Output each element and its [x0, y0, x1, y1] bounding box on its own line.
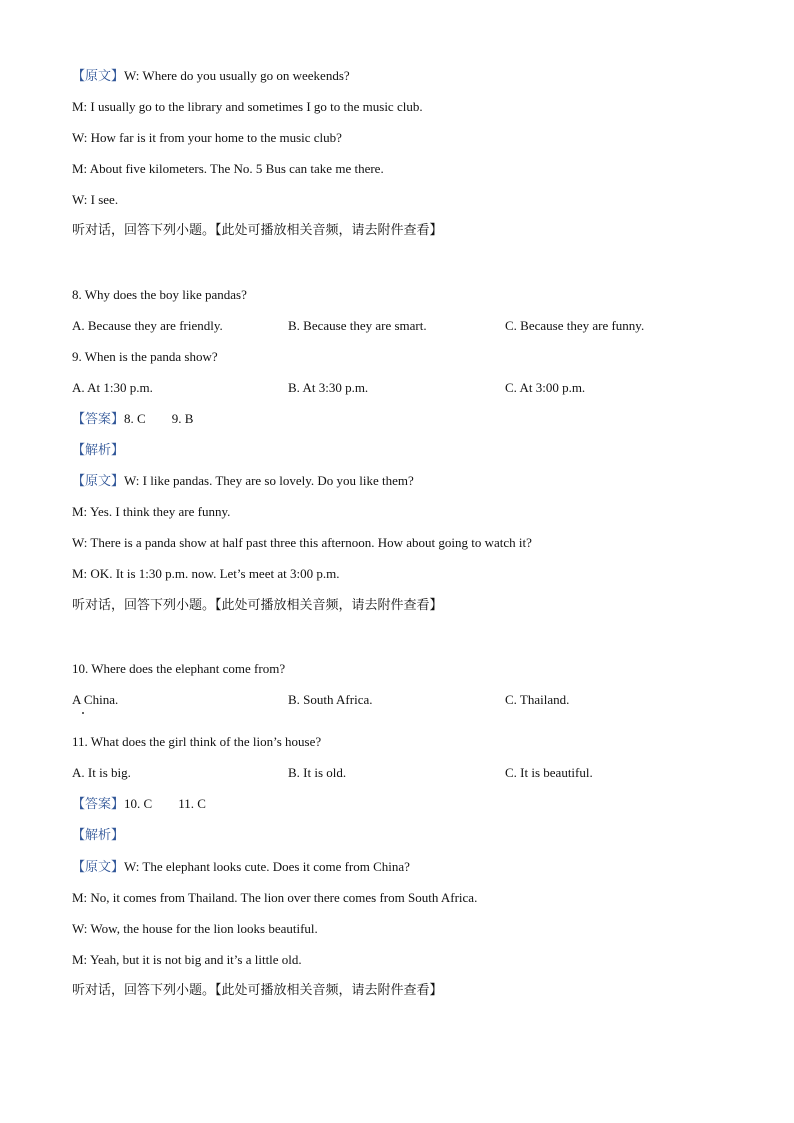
q10-option-b: B. South Africa.: [288, 692, 373, 707]
answer-line: [72, 795, 206, 814]
dialogue-text: W: Where do you usually go on weekends?: [124, 68, 350, 83]
original-text-tag: 【原文】: [72, 474, 125, 489]
audio-instruction: 听对话，回答下列小题。【此处可播放相关音频，请去附件查看】: [72, 223, 443, 238]
transcript-line: M: Yes. I think they are funny.: [72, 504, 231, 519]
answer-8: 8. C: [124, 411, 146, 426]
transcript-line: [72, 67, 350, 86]
transcript-line: M: About five kilometers. The No. 5 Bus can take me there.: [72, 161, 384, 176]
q8-option-a: A. Because they are friendly.: [72, 318, 223, 333]
transcript-line: W: How far is it from your home to the music club?: [72, 130, 342, 145]
q8-option-b: B. Because they are smart.: [288, 318, 427, 333]
q8-option-c: C. Because they are funny.: [505, 318, 645, 333]
answer-tag: 【答案】: [72, 412, 125, 427]
audio-instruction: 听对话，回答下列小题。【此处可播放相关音频，请去附件查看】: [72, 598, 443, 613]
answer-11: 11. C: [178, 796, 206, 811]
q9-option-a: A. At 1:30 p.m.: [72, 380, 153, 395]
q11-option-b: B. It is old.: [288, 765, 347, 780]
transcript-line: W: Wow, the house for the lion looks beautiful.: [72, 921, 318, 936]
q11-option-c: C. It is beautiful.: [505, 765, 593, 780]
question-11: 11. What does the girl think of the lion’s house?: [72, 734, 322, 749]
q10-option-a: A China.: [72, 692, 119, 707]
original-text-tag: 【原文】: [72, 860, 125, 875]
transcript-line: M: I usually go to the library and sometimes I go to the music club.: [72, 99, 423, 114]
dialogue-text: W: I like pandas. They are so lovely. Do you like them?: [124, 473, 414, 488]
transcript-line: [72, 472, 414, 491]
original-text-tag: 【原文】: [72, 69, 125, 84]
answer-line: [72, 410, 193, 429]
answer-10: 10. C: [124, 796, 153, 811]
analysis-tag: 【解析】: [72, 443, 125, 458]
stray-dot: [82, 712, 84, 714]
answer-9: 9. B: [171, 411, 194, 426]
transcript-line: W: I see.: [72, 192, 119, 207]
dialogue-text: W: The elephant looks cute. Does it come from China?: [124, 859, 410, 874]
audio-instruction: 听对话，回答下列小题。【此处可播放相关音频，请去附件查看】: [72, 983, 443, 998]
analysis-tag: 【解析】: [72, 828, 125, 843]
transcript-line: [72, 858, 410, 877]
answer-tag: 【答案】: [72, 797, 125, 812]
q9-option-c: C. At 3:00 p.m.: [505, 380, 586, 395]
transcript-line: M: OK. It is 1:30 p.m. now. Let’s meet at 3:00 p.m.: [72, 566, 340, 581]
transcript-line: M: No, it comes from Thailand. The lion over there comes from South Africa.: [72, 890, 478, 905]
question-10: 10. Where does the elephant come from?: [72, 661, 286, 676]
question-9: 9. When is the panda show?: [72, 349, 218, 364]
transcript-line: W: There is a panda show at half past three this afternoon. How about going to watch it?: [72, 535, 532, 550]
q11-option-a: A. It is big.: [72, 765, 131, 780]
q9-option-b: B. At 3:30 p.m.: [288, 380, 369, 395]
transcript-line: M: Yeah, but it is not big and it’s a little old.: [72, 952, 302, 967]
q10-option-c: C. Thailand.: [505, 692, 570, 707]
question-8: 8. Why does the boy like pandas?: [72, 287, 247, 302]
